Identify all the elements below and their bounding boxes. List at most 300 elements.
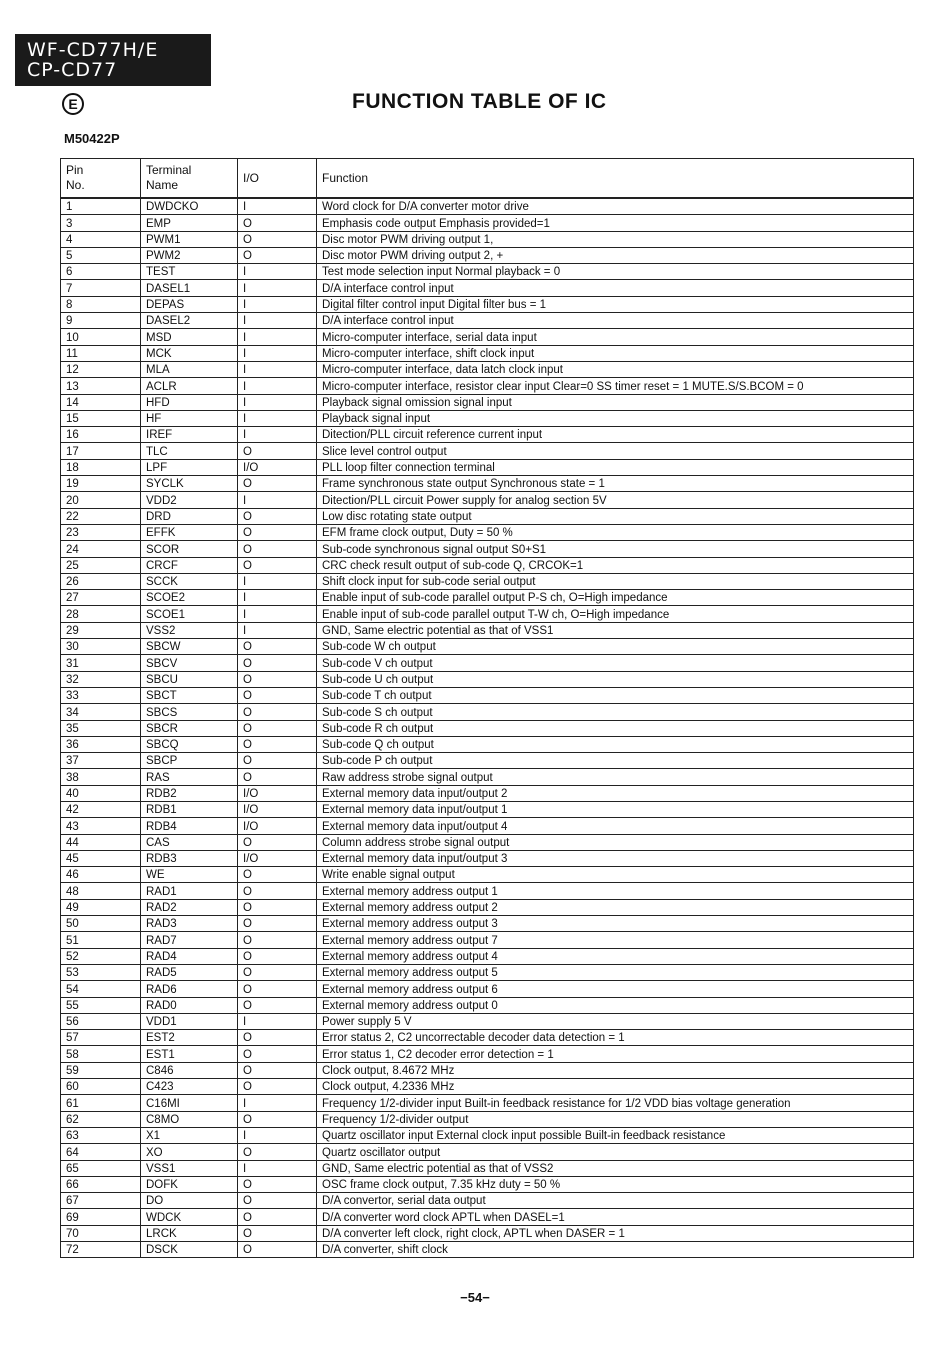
table-row [61,410,914,426]
io-cell: O [238,916,317,932]
table-row [61,443,914,459]
pin-no-cell: 50 [61,916,141,932]
pin-no-cell: 72 [61,1242,141,1258]
io-cell: I/O [238,459,317,475]
pin-no-cell: 25 [61,557,141,573]
pin-no-cell: 5 [61,247,141,263]
function-cell: Error status 2, C2 uncorrectable decoder data detection = 1 [317,1030,914,1046]
function-cell: Ditection/PLL circuit reference current input [317,427,914,443]
model-line-2: CP-CD77 [27,59,118,81]
table-row [61,1144,914,1160]
table-row [61,345,914,361]
function-cell: GND, Same electric potential as that of VSS2 [317,1160,914,1176]
io-cell: I [238,606,317,622]
terminal-name-cell: C423 [141,1079,238,1095]
io-cell: O [238,1144,317,1160]
terminal-name-cell: EST1 [141,1046,238,1062]
function-cell: External memory data input/output 2 [317,785,914,801]
pin-no-cell: 24 [61,541,141,557]
region-mark: E [62,93,84,115]
table-header-row [61,159,914,199]
io-cell: O [238,557,317,573]
table-row [61,524,914,540]
table-row [61,916,914,932]
function-cell: Enable input of sub-code parallel output T-W ch, O=High impedance [317,606,914,622]
table-row [61,247,914,263]
io-cell: I [238,1127,317,1143]
io-cell: O [238,1079,317,1095]
function-cell: External memory address output 2 [317,899,914,915]
io-cell: O [238,1046,317,1062]
pin-no-cell: 46 [61,867,141,883]
table-row [61,1013,914,1029]
io-cell: O [238,1111,317,1127]
terminal-name-cell: RDB3 [141,850,238,866]
pin-no-cell: 7 [61,280,141,296]
io-cell: O [238,948,317,964]
pin-no-cell: 65 [61,1160,141,1176]
function-cell: Sub-code T ch output [317,687,914,703]
function-cell: Slice level control output [317,443,914,459]
table-row [61,1176,914,1192]
function-cell: Sub-code V ch output [317,655,914,671]
function-cell: Ditection/PLL circuit Power supply for analog section 5V [317,492,914,508]
io-cell: I [238,313,317,329]
pin-no-cell: 13 [61,378,141,394]
table-row [61,296,914,312]
terminal-name-cell: RAD2 [141,899,238,915]
table-row [61,850,914,866]
io-cell: O [238,899,317,915]
io-cell: I [238,1013,317,1029]
table-row [61,492,914,508]
terminal-name-cell: DEPAS [141,296,238,312]
pin-no-cell: 31 [61,655,141,671]
function-cell: External memory address output 0 [317,997,914,1013]
io-cell: I/O [238,785,317,801]
io-cell: O [238,655,317,671]
header-pin-line1: Pin [66,163,84,177]
terminal-name-cell: XO [141,1144,238,1160]
pin-no-cell: 10 [61,329,141,345]
io-cell: I [238,590,317,606]
function-cell: Column address strobe signal output [317,834,914,850]
table-row [61,720,914,736]
function-cell: External memory data input/output 1 [317,801,914,817]
header-pin-line2: No. [66,178,85,192]
table-row [61,590,914,606]
table-row [61,655,914,671]
terminal-name-cell: SBCW [141,639,238,655]
table-row [61,997,914,1013]
function-cell: Emphasis code output Emphasis provided=1 [317,215,914,231]
io-cell: O [238,215,317,231]
io-cell: I [238,198,317,215]
pin-no-cell: 51 [61,932,141,948]
terminal-name-cell: CRCF [141,557,238,573]
terminal-name-cell: EMP [141,215,238,231]
pin-no-cell: 32 [61,671,141,687]
header-terminal-name [141,159,238,199]
table-row [61,476,914,492]
terminal-name-cell: CAS [141,834,238,850]
io-cell: O [238,231,317,247]
terminal-name-cell: VSS2 [141,622,238,638]
table-row [61,1079,914,1095]
pin-no-cell: 38 [61,769,141,785]
pin-no-cell: 59 [61,1062,141,1078]
function-cell: External memory address output 6 [317,981,914,997]
terminal-name-cell: RDB1 [141,801,238,817]
io-cell: I [238,1160,317,1176]
terminal-name-cell: X1 [141,1127,238,1143]
terminal-name-cell: DRD [141,508,238,524]
table-row [61,867,914,883]
table-body [61,198,914,1258]
io-cell: I [238,345,317,361]
table-row [61,215,914,231]
terminal-name-cell: SBCS [141,704,238,720]
table-row [61,964,914,980]
table-row [61,899,914,915]
pin-no-cell: 64 [61,1144,141,1160]
io-cell: I [238,296,317,312]
terminal-name-cell: WE [141,867,238,883]
pin-no-cell: 27 [61,590,141,606]
table-row [61,394,914,410]
function-cell: Frequency 1/2-divider input Built-in feedback resistance for 1/2 VDD bias voltage generation [317,1095,914,1111]
function-cell: Sub-code Q ch output [317,736,914,752]
pin-no-cell: 20 [61,492,141,508]
function-cell: External memory address output 3 [317,916,914,932]
function-cell: External memory address output 4 [317,948,914,964]
table-row [61,1095,914,1111]
terminal-name-cell: SCOE2 [141,590,238,606]
terminal-name-cell: ACLR [141,378,238,394]
header-terminal-line2: Name [146,178,179,192]
pin-no-cell: 22 [61,508,141,524]
io-cell: O [238,1225,317,1241]
terminal-name-cell: RAD7 [141,932,238,948]
function-cell: Micro-computer interface, shift clock input [317,345,914,361]
function-cell: Raw address strobe signal output [317,769,914,785]
pin-no-cell: 66 [61,1176,141,1192]
pin-no-cell: 56 [61,1013,141,1029]
terminal-name-cell: DASEL1 [141,280,238,296]
io-cell: O [238,883,317,899]
pin-no-cell: 6 [61,264,141,280]
function-cell: Playback signal input [317,410,914,426]
table-row [61,427,914,443]
function-cell: Disc motor PWM driving output 2, + [317,247,914,263]
terminal-name-cell: RAD0 [141,997,238,1013]
terminal-name-cell: EST2 [141,1030,238,1046]
pin-no-cell: 43 [61,818,141,834]
table-row [61,687,914,703]
table-row [61,606,914,622]
io-cell: O [238,639,317,655]
io-cell: O [238,964,317,980]
table-row [61,231,914,247]
terminal-name-cell: C8MO [141,1111,238,1127]
io-cell: O [238,753,317,769]
function-cell: D/A converter, shift clock [317,1242,914,1258]
io-cell: I/O [238,801,317,817]
terminal-name-cell: PWM1 [141,231,238,247]
table-row [61,736,914,752]
terminal-name-cell: MSD [141,329,238,345]
table-row [61,671,914,687]
function-cell: Sub-code R ch output [317,720,914,736]
pin-no-cell: 11 [61,345,141,361]
pin-no-cell: 33 [61,687,141,703]
io-cell: O [238,981,317,997]
pin-no-cell: 40 [61,785,141,801]
io-cell: O [238,1030,317,1046]
function-cell: Frame synchronous state output Synchronous state = 1 [317,476,914,492]
table-row [61,1160,914,1176]
io-cell: O [238,1193,317,1209]
io-cell: I [238,1095,317,1111]
function-cell: Word clock for D/A converter motor drive [317,198,914,215]
io-cell: O [238,524,317,540]
function-cell: Frequency 1/2-divider output [317,1111,914,1127]
io-cell: I [238,394,317,410]
terminal-name-cell: SBCQ [141,736,238,752]
function-cell: External memory address output 5 [317,964,914,980]
io-cell: O [238,704,317,720]
terminal-name-cell: LPF [141,459,238,475]
terminal-name-cell: C846 [141,1062,238,1078]
terminal-name-cell: RDB4 [141,818,238,834]
function-cell: External memory data input/output 3 [317,850,914,866]
table-row [61,1127,914,1143]
terminal-name-cell: VDD1 [141,1013,238,1029]
function-cell: Sub-code W ch output [317,639,914,655]
function-cell: OSC frame clock output, 7.35 kHz duty = 50 % [317,1176,914,1192]
io-cell: I [238,361,317,377]
table-row [61,801,914,817]
table-row [61,1225,914,1241]
pin-no-cell: 42 [61,801,141,817]
function-cell: Sub-code synchronous signal output S0+S1 [317,541,914,557]
pin-no-cell: 15 [61,410,141,426]
terminal-name-cell: EFFK [141,524,238,540]
table-row [61,753,914,769]
pin-no-cell: 29 [61,622,141,638]
function-cell: Enable input of sub-code parallel output P-S ch, O=High impedance [317,590,914,606]
pin-no-cell: 45 [61,850,141,866]
function-cell: Quartz oscillator output [317,1144,914,1160]
table-row [61,459,914,475]
io-cell: I [238,622,317,638]
terminal-name-cell: SBCV [141,655,238,671]
io-cell: I/O [238,850,317,866]
io-cell: I [238,410,317,426]
io-cell: I/O [238,818,317,834]
pin-no-cell: 52 [61,948,141,964]
table-row [61,622,914,638]
io-cell: I [238,573,317,589]
terminal-name-cell: VSS1 [141,1160,238,1176]
terminal-name-cell: RAD1 [141,883,238,899]
table-row [61,361,914,377]
table-row [61,280,914,296]
pin-no-cell: 48 [61,883,141,899]
function-cell: Digital filter control input Digital filter bus = 1 [317,296,914,312]
function-cell: D/A interface control input [317,313,914,329]
io-cell: O [238,932,317,948]
io-cell: O [238,687,317,703]
terminal-name-cell: RAD4 [141,948,238,964]
io-cell: O [238,1209,317,1225]
io-cell: I [238,280,317,296]
pin-no-cell: 34 [61,704,141,720]
io-cell: O [238,508,317,524]
pin-no-cell: 36 [61,736,141,752]
pin-no-cell: 19 [61,476,141,492]
pin-no-cell: 57 [61,1030,141,1046]
terminal-name-cell: PWM2 [141,247,238,263]
function-cell: External memory address output 1 [317,883,914,899]
function-cell: Playback signal omission signal input [317,394,914,410]
table-row [61,704,914,720]
pin-no-cell: 58 [61,1046,141,1062]
model-label [15,34,211,86]
function-cell: Shift clock input for sub-code serial output [317,573,914,589]
pin-no-cell: 49 [61,899,141,915]
table-row [61,785,914,801]
pin-no-cell: 17 [61,443,141,459]
page-title: FUNCTION TABLE OF IC [352,90,607,113]
pin-no-cell: 28 [61,606,141,622]
function-cell: External memory data input/output 4 [317,818,914,834]
table-row [61,573,914,589]
pin-no-cell: 53 [61,964,141,980]
io-cell: I [238,264,317,280]
function-cell: CRC check result output of sub-code Q, CRCOK=1 [317,557,914,573]
function-cell: GND, Same electric potential as that of VSS1 [317,622,914,638]
terminal-name-cell: LRCK [141,1225,238,1241]
pin-no-cell: 1 [61,198,141,215]
table-row [61,981,914,997]
terminal-name-cell: RAD6 [141,981,238,997]
pin-no-cell: 23 [61,524,141,540]
table-row [61,1030,914,1046]
pin-no-cell: 4 [61,231,141,247]
function-cell: D/A converter word clock APTL when DASEL=1 [317,1209,914,1225]
ic-name: M50422P [64,131,120,146]
terminal-name-cell: RAS [141,769,238,785]
io-cell: I [238,378,317,394]
header-io: I/O [238,159,317,199]
function-cell: EFM frame clock output, Duty = 50 % [317,524,914,540]
function-cell: Power supply 5 V [317,1013,914,1029]
table-row [61,541,914,557]
header-function: Function [317,159,914,199]
pin-no-cell: 70 [61,1225,141,1241]
table-row [61,198,914,215]
terminal-name-cell: SCOR [141,541,238,557]
terminal-name-cell: SCOE1 [141,606,238,622]
table-row [61,639,914,655]
pin-no-cell: 61 [61,1095,141,1111]
terminal-name-cell: SBCP [141,753,238,769]
table-row [61,313,914,329]
table-row [61,769,914,785]
table-row [61,948,914,964]
page-number: −54− [460,1290,490,1305]
io-cell: O [238,1062,317,1078]
terminal-name-cell: SBCU [141,671,238,687]
terminal-name-cell: VDD2 [141,492,238,508]
terminal-name-cell: TEST [141,264,238,280]
pin-no-cell: 18 [61,459,141,475]
function-cell: Disc motor PWM driving output 1, [317,231,914,247]
table-row [61,508,914,524]
terminal-name-cell: TLC [141,443,238,459]
function-cell: Micro-computer interface, data latch clock input [317,361,914,377]
pin-no-cell: 54 [61,981,141,997]
terminal-name-cell: SYCLK [141,476,238,492]
header-pin-no [61,159,141,199]
pin-no-cell: 62 [61,1111,141,1127]
pin-no-cell: 8 [61,296,141,312]
function-cell: D/A convertor, serial data output [317,1193,914,1209]
terminal-name-cell: HF [141,410,238,426]
table-row [61,1046,914,1062]
function-cell: Micro-computer interface, serial data input [317,329,914,345]
terminal-name-cell: DWDCKO [141,198,238,215]
io-cell: O [238,736,317,752]
terminal-name-cell: DSCK [141,1242,238,1258]
terminal-name-cell: HFD [141,394,238,410]
terminal-name-cell: DO [141,1193,238,1209]
io-cell: O [238,1176,317,1192]
terminal-name-cell: DOFK [141,1176,238,1192]
pin-no-cell: 67 [61,1193,141,1209]
pin-no-cell: 44 [61,834,141,850]
io-cell: O [238,769,317,785]
pin-no-cell: 63 [61,1127,141,1143]
io-cell: O [238,867,317,883]
io-cell: O [238,443,317,459]
io-cell: I [238,329,317,345]
table-row [61,932,914,948]
terminal-name-cell: SCCK [141,573,238,589]
function-cell: Clock output, 8.4672 MHz [317,1062,914,1078]
table-row [61,1062,914,1078]
pin-no-cell: 9 [61,313,141,329]
io-cell: I [238,427,317,443]
io-cell: O [238,834,317,850]
function-cell: Micro-computer interface, resistor clear input Clear=0 SS timer reset = 1 MUTE.S/S.BCOM = 0 [317,378,914,394]
terminal-name-cell: MLA [141,361,238,377]
io-cell: O [238,1242,317,1258]
table-row [61,1193,914,1209]
terminal-name-cell: SBCT [141,687,238,703]
function-cell: D/A converter left clock, right clock, APTL when DASER = 1 [317,1225,914,1241]
terminal-name-cell: SBCR [141,720,238,736]
pin-no-cell: 60 [61,1079,141,1095]
io-cell: O [238,720,317,736]
table-row [61,818,914,834]
table-row [61,264,914,280]
pin-no-cell: 69 [61,1209,141,1225]
pin-no-cell: 3 [61,215,141,231]
function-cell: Sub-code P ch output [317,753,914,769]
pin-no-cell: 26 [61,573,141,589]
